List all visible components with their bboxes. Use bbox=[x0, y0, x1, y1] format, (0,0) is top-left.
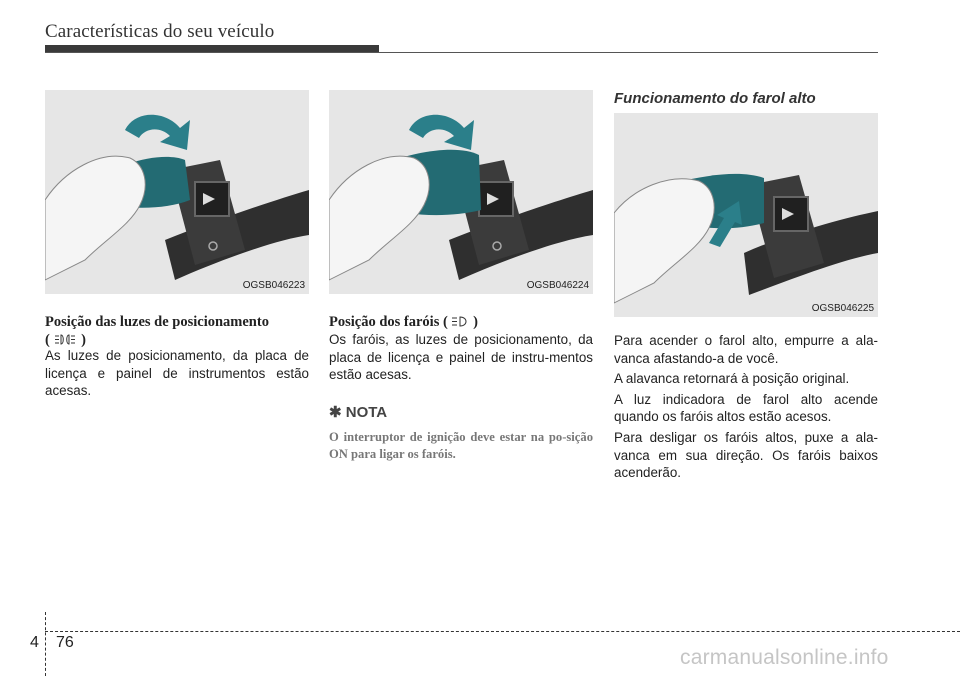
page-header-title: Características do seu veículo bbox=[45, 21, 275, 42]
figure-code: OGSB046224 bbox=[526, 280, 589, 291]
lever-illustration-3 bbox=[614, 113, 878, 317]
header-rule bbox=[45, 52, 878, 53]
paragraph: A luz indicadora de farol alto acende quando os faróis altos estão acesos. bbox=[614, 391, 878, 425]
note-text: O interruptor de ignição deve estar na po-sição ON para ligar os faróis. bbox=[329, 430, 593, 461]
page-number: 76 bbox=[56, 634, 74, 651]
figure-code: OGSB046225 bbox=[811, 303, 874, 314]
parking-light-icon bbox=[53, 333, 77, 346]
figure-high-beam-switch bbox=[614, 113, 878, 317]
figure-headlight-switch bbox=[329, 90, 593, 294]
section-heading-high-beam: Funcionamento do farol alto bbox=[614, 90, 816, 107]
headlight-icon bbox=[451, 315, 469, 328]
footer-divider-horizontal bbox=[45, 631, 960, 632]
watermark: carmanualsonline.info bbox=[680, 646, 889, 669]
footer-divider-vertical bbox=[45, 612, 46, 676]
lever-illustration-1 bbox=[45, 90, 309, 294]
chapter-number: 4 bbox=[30, 634, 39, 651]
section-text-headlights: Os faróis, as luzes de posicionamento, da placa de licença e painel de instru-mentos estão acesas. bbox=[329, 332, 593, 383]
section-title-text: Posição das luzes de posicionamento bbox=[45, 314, 269, 330]
section-text-parking-lights: As luzes de posicionamento, da placa de licença e painel de instrumentos estão acesas. bbox=[45, 348, 309, 399]
paragraph: A alavanca retornará à posição original. bbox=[614, 371, 850, 387]
note-title: ✱ NOTA bbox=[329, 404, 388, 421]
figure-parking-light-switch bbox=[45, 90, 309, 294]
section-text-high-beam bbox=[614, 332, 878, 485]
section-title-headlights bbox=[329, 313, 593, 331]
paragraph: Para acender o farol alto, empurre a ala-vanca afastando-a de você. bbox=[614, 333, 878, 366]
header-bar bbox=[45, 45, 379, 52]
lever-illustration-2 bbox=[329, 90, 593, 294]
section-title-prefix: Posição dos faróis ( bbox=[329, 314, 448, 330]
paragraph: Para desligar os faróis altos, puxe a ala-vanca em sua direção. Os faróis baixos acenderão. bbox=[614, 429, 878, 481]
section-title-parking-lights: Posição das luzes de posicionamento ( ) bbox=[45, 314, 269, 348]
section-title-suffix: ) bbox=[473, 314, 478, 330]
figure-code: OGSB046223 bbox=[242, 280, 305, 291]
